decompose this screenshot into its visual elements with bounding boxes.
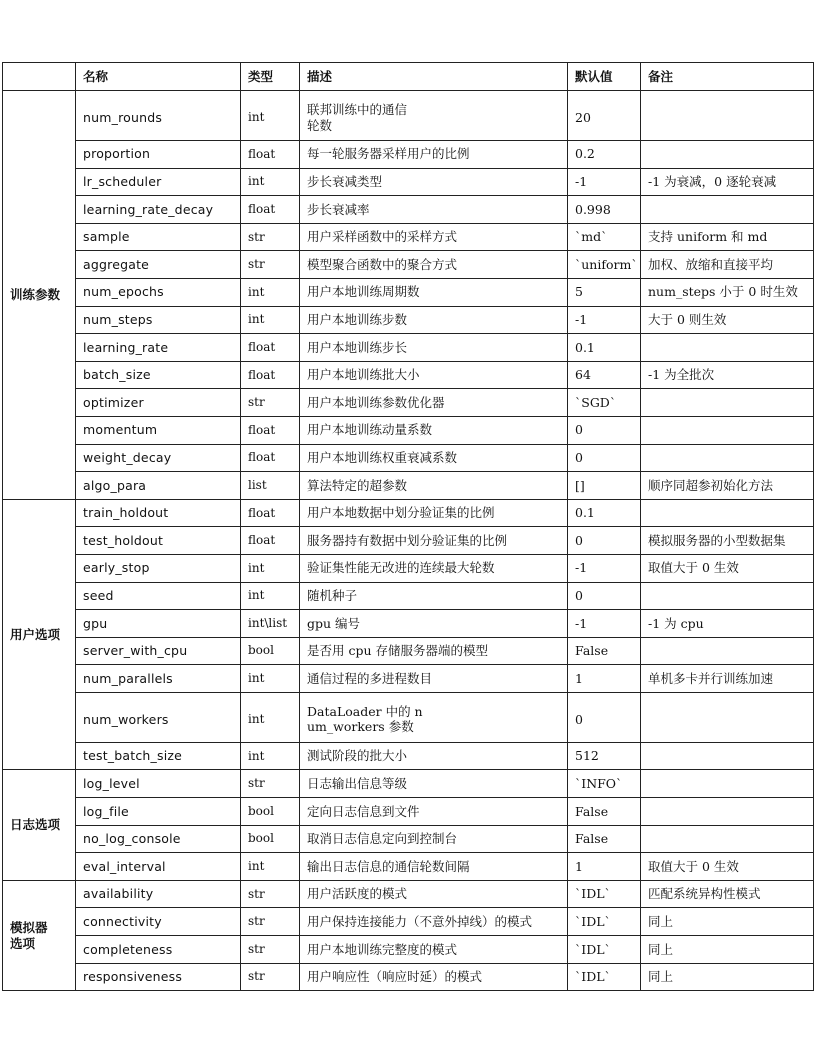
header-group [3, 63, 76, 91]
param-type: float [241, 361, 300, 389]
param-note: 取值大于 0 生效 [641, 853, 814, 881]
table-row [3, 251, 814, 279]
param-note: 模拟服务器的小型数据集 [641, 527, 814, 555]
param-note [641, 141, 814, 169]
param-name: seed [76, 582, 241, 610]
param-type: str [241, 389, 300, 417]
param-default: `INFO` [568, 770, 641, 798]
param-default: `SGD` [568, 389, 641, 417]
param-note: 加权、放缩和直接平均 [641, 251, 814, 279]
param-type: float [241, 499, 300, 527]
table-row [3, 770, 814, 798]
param-default: `IDL` [568, 908, 641, 936]
param-description [300, 91, 568, 141]
param-name: eval_interval [76, 853, 241, 881]
param-note [641, 499, 814, 527]
param-type: bool [241, 637, 300, 665]
param-default: `IDL` [568, 963, 641, 991]
param-description: 模型聚合函数中的聚合方式 [300, 251, 568, 279]
param-name: proportion [76, 141, 241, 169]
param-name: test_batch_size [76, 742, 241, 770]
param-default: 0 [568, 582, 641, 610]
param-type: int [241, 278, 300, 306]
param-name: server_with_cpu [76, 637, 241, 665]
param-name: learning_rate_decay [76, 196, 241, 224]
param-description: 用户本地训练完整度的模式 [300, 936, 568, 964]
param-type: float [241, 141, 300, 169]
param-note: 单机多卡并行训练加速 [641, 665, 814, 693]
param-default: False [568, 637, 641, 665]
param-note [641, 742, 814, 770]
param-name: connectivity [76, 908, 241, 936]
param-type: int [241, 582, 300, 610]
table-row [3, 499, 814, 527]
param-type: int [241, 91, 300, 141]
param-type: bool [241, 798, 300, 826]
param-default: 0.2 [568, 141, 641, 169]
param-name: num_epochs [76, 278, 241, 306]
param-note [641, 389, 814, 417]
param-note: 大于 0 则生效 [641, 306, 814, 334]
param-default: 0.1 [568, 499, 641, 527]
header-description: 描述 [300, 63, 568, 91]
param-default: -1 [568, 610, 641, 638]
group-label: 日志选项 [3, 770, 76, 880]
table-row [3, 825, 814, 853]
header-note: 备注 [641, 63, 814, 91]
param-note [641, 770, 814, 798]
param-name: aggregate [76, 251, 241, 279]
param-note: 支持 uniform 和 md [641, 223, 814, 251]
param-default: [] [568, 472, 641, 500]
param-note [641, 798, 814, 826]
table-row [3, 582, 814, 610]
param-note: 顺序同超参初始化方法 [641, 472, 814, 500]
param-default: `IDL` [568, 880, 641, 908]
param-name: completeness [76, 936, 241, 964]
param-description: 用户本地训练参数优化器 [300, 389, 568, 417]
param-note [641, 692, 814, 742]
table-row [3, 665, 814, 693]
param-name: learning_rate [76, 334, 241, 362]
table-row [3, 334, 814, 362]
param-description: 用户本地训练周期数 [300, 278, 568, 306]
param-description: 是否用 cpu 存储服务器端的模型 [300, 637, 568, 665]
param-description: 步长衰减率 [300, 196, 568, 224]
header-name: 名称 [76, 63, 241, 91]
param-default: 512 [568, 742, 641, 770]
param-description: 测试阶段的批大小 [300, 742, 568, 770]
param-type: str [241, 770, 300, 798]
param-name: responsiveness [76, 963, 241, 991]
table-row [3, 361, 814, 389]
param-description: 用户本地训练动量系数 [300, 416, 568, 444]
param-description: 用户保持连接能力（不意外掉线）的模式 [300, 908, 568, 936]
table-row [3, 798, 814, 826]
param-name: availability [76, 880, 241, 908]
param-type: str [241, 963, 300, 991]
param-description: 步长衰减类型 [300, 168, 568, 196]
param-note [641, 825, 814, 853]
param-default: 0 [568, 444, 641, 472]
param-description: 取消日志信息定向到控制台 [300, 825, 568, 853]
group-label: 用户选项 [3, 499, 76, 770]
param-type: float [241, 416, 300, 444]
table-row [3, 880, 814, 908]
param-default: 0.1 [568, 334, 641, 362]
param-type: str [241, 223, 300, 251]
param-default: `uniform` [568, 251, 641, 279]
param-note: 同上 [641, 963, 814, 991]
param-name: gpu [76, 610, 241, 638]
param-note: 同上 [641, 936, 814, 964]
param-type: int [241, 554, 300, 582]
table-row [3, 527, 814, 555]
param-default: False [568, 798, 641, 826]
table-row [3, 742, 814, 770]
param-default: 1 [568, 853, 641, 881]
table-row [3, 196, 814, 224]
param-type: str [241, 908, 300, 936]
param-note: -1 为衰减，0 逐轮衰减 [641, 168, 814, 196]
param-description: 用户活跃度的模式 [300, 880, 568, 908]
param-name: test_holdout [76, 527, 241, 555]
param-description: 定向日志信息到文件 [300, 798, 568, 826]
param-name: log_level [76, 770, 241, 798]
param-note [641, 91, 814, 141]
table-row [3, 306, 814, 334]
param-name: num_rounds [76, 91, 241, 141]
param-description: 日志输出信息等级 [300, 770, 568, 798]
param-default: -1 [568, 306, 641, 334]
param-description: 随机种子 [300, 582, 568, 610]
param-default: `md` [568, 223, 641, 251]
param-name: sample [76, 223, 241, 251]
param-note: 匹配系统异构性模式 [641, 880, 814, 908]
param-name: num_workers [76, 692, 241, 742]
param-note [641, 416, 814, 444]
param-default: -1 [568, 168, 641, 196]
param-type: str [241, 936, 300, 964]
param-name: optimizer [76, 389, 241, 417]
header-default: 默认值 [568, 63, 641, 91]
param-description: 用户本地训练权重衰减系数 [300, 444, 568, 472]
header-type: 类型 [241, 63, 300, 91]
param-default: 5 [568, 278, 641, 306]
param-type: int [241, 168, 300, 196]
group-label: 模拟器 选项 [3, 880, 76, 990]
table-row [3, 444, 814, 472]
table-row [3, 278, 814, 306]
param-type: int [241, 692, 300, 742]
param-note: num_steps 小于 0 时生效 [641, 278, 814, 306]
param-name: early_stop [76, 554, 241, 582]
param-description-line: um_workers 参数 [307, 719, 414, 735]
table-row [3, 963, 814, 991]
param-name: log_file [76, 798, 241, 826]
param-default: -1 [568, 554, 641, 582]
param-type: float [241, 444, 300, 472]
param-type: int [241, 853, 300, 881]
param-description: 输出日志信息的通信轮数间隔 [300, 853, 568, 881]
param-description: 服务器持有数据中划分验证集的比例 [300, 527, 568, 555]
table-row [3, 91, 814, 141]
param-default: 0 [568, 527, 641, 555]
param-type: float [241, 527, 300, 555]
param-description: 用户采样函数中的采样方式 [300, 223, 568, 251]
group-label: 训练参数 [3, 91, 76, 500]
param-type: int\list [241, 610, 300, 638]
param-description: 每一轮服务器采样用户的比例 [300, 141, 568, 169]
table-row [3, 936, 814, 964]
table-row [3, 223, 814, 251]
param-description: 算法特定的超参数 [300, 472, 568, 500]
param-name: momentum [76, 416, 241, 444]
param-type: str [241, 880, 300, 908]
param-note: 取值大于 0 生效 [641, 554, 814, 582]
param-note [641, 196, 814, 224]
param-note [641, 582, 814, 610]
param-name: weight_decay [76, 444, 241, 472]
param-default: False [568, 825, 641, 853]
param-description: 用户本地训练步长 [300, 334, 568, 362]
param-description: 用户本地训练步数 [300, 306, 568, 334]
table-header-row [3, 63, 814, 91]
table-row [3, 908, 814, 936]
param-type: float [241, 196, 300, 224]
param-description: 验证集性能无改进的连续最大轮数 [300, 554, 568, 582]
param-description [300, 692, 568, 742]
param-name: algo_para [76, 472, 241, 500]
param-type: int [241, 742, 300, 770]
table-row [3, 416, 814, 444]
param-name: lr_scheduler [76, 168, 241, 196]
table-row [3, 389, 814, 417]
param-description: gpu 编号 [300, 610, 568, 638]
table-row [3, 610, 814, 638]
table-row [3, 168, 814, 196]
param-note: 同上 [641, 908, 814, 936]
param-note: -1 为 cpu [641, 610, 814, 638]
param-default: `IDL` [568, 936, 641, 964]
param-description-line: 联邦训练中的通信 [307, 101, 408, 117]
param-type: list [241, 472, 300, 500]
param-name: no_log_console [76, 825, 241, 853]
param-description: 用户本地数据中划分验证集的比例 [300, 499, 568, 527]
param-description: 通信过程的多进程数目 [300, 665, 568, 693]
param-default: 0 [568, 416, 641, 444]
table-row [3, 472, 814, 500]
table-body [3, 91, 814, 991]
param-name: batch_size [76, 361, 241, 389]
param-name: num_parallels [76, 665, 241, 693]
table-row [3, 637, 814, 665]
param-default: 20 [568, 91, 641, 141]
param-note [641, 334, 814, 362]
param-type: int [241, 306, 300, 334]
parameter-table [2, 62, 814, 991]
param-default: 0.998 [568, 196, 641, 224]
table-row [3, 853, 814, 881]
param-description: 用户本地训练批大小 [300, 361, 568, 389]
param-default: 64 [568, 361, 641, 389]
param-type: int [241, 665, 300, 693]
param-type: str [241, 251, 300, 279]
param-note: -1 为全批次 [641, 361, 814, 389]
table-row [3, 141, 814, 169]
param-default: 1 [568, 665, 641, 693]
param-description: 用户响应性（响应时延）的模式 [300, 963, 568, 991]
param-note [641, 637, 814, 665]
param-type: float [241, 334, 300, 362]
param-name: num_steps [76, 306, 241, 334]
param-type: bool [241, 825, 300, 853]
param-note [641, 444, 814, 472]
param-description-line: DataLoader 中的 n [307, 703, 423, 719]
param-default: 0 [568, 692, 641, 742]
param-description-line: 轮数 [307, 117, 333, 133]
table-row [3, 692, 814, 742]
table-row [3, 554, 814, 582]
param-name: train_holdout [76, 499, 241, 527]
